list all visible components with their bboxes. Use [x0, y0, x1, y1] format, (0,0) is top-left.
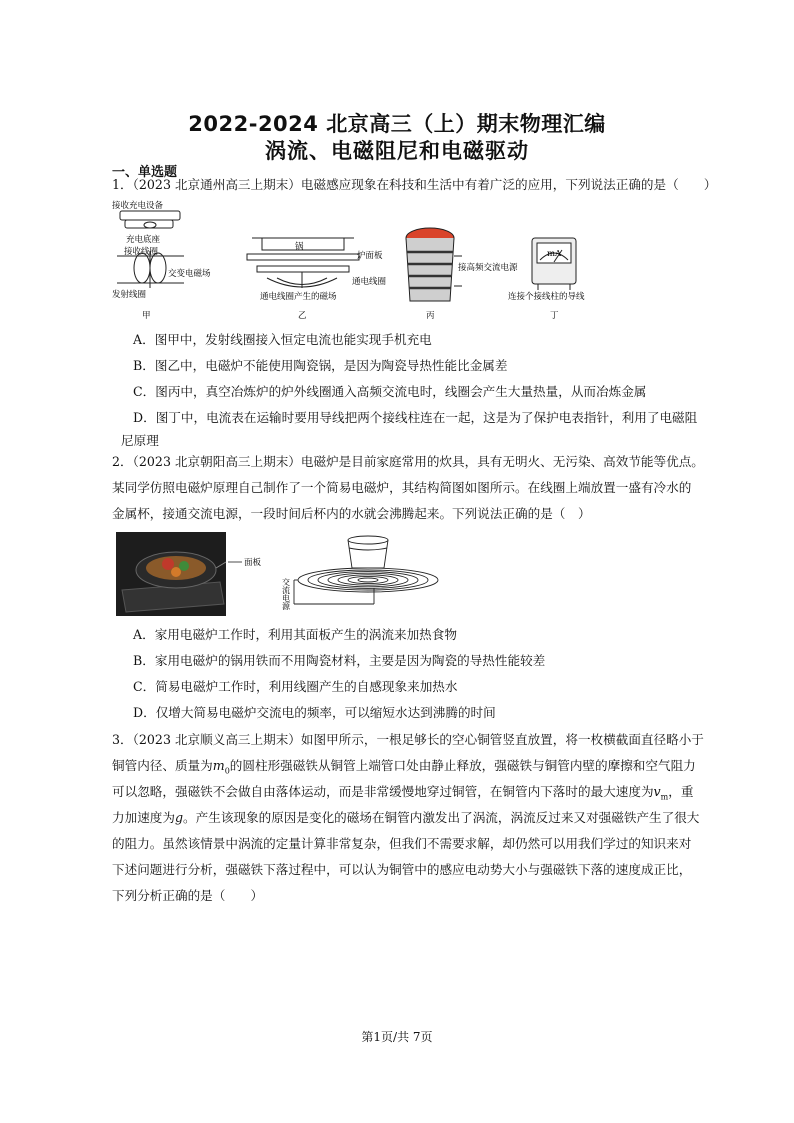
label-yi-panel: 炉面板: [357, 251, 383, 261]
q2-stem-line-1: 2．（2023 北京朝阳高三上期末）电磁炉是目前家庭常用的炊具，具有无明火、无污染、高效节能等优点。: [112, 454, 704, 469]
label-jia-recv-coil: 接收线圈: [124, 247, 159, 257]
label-panel: 面板: [244, 558, 262, 568]
q1-option-c: C．图丙中，真空冶炼炉的炉外线圈通入高频交流电时，线圈会产生大量热量，从而冶炼金属: [133, 384, 647, 399]
document-title: 2022-2024 北京高三（上）期末物理汇编: [188, 112, 606, 136]
caption-bing: 丙: [426, 311, 435, 321]
q3-line-6: 下述问题进行分析，强磁铁下落过程中，可以认为铜管中的感应电动势大小与强磁铁下落的速度成正比，: [112, 862, 692, 877]
q3-line-1: 3．（2023 北京顺义高三上期末）如图甲所示，一根足够长的空心铜管竖直放置，将一枚横截面直径略小于: [112, 732, 704, 747]
q2-stem-line-3: 金属杯，接通交流电源，一段时间后杯内的水就会沸腾起来。下列说法正确的是（ ）: [112, 506, 591, 521]
label-yi-pot: 锅: [295, 242, 304, 252]
q1-option-b: B．图乙中，电磁炉不能使用陶瓷锅，是因为陶瓷导热性能比金属差: [133, 358, 508, 373]
q2-option-b: B．家用电磁炉的锅用铁而不用陶瓷材料，主要是因为陶瓷的导热性能较差: [133, 653, 546, 668]
label-jia-field: 交变电磁场: [168, 269, 211, 279]
section-heading: 一、单选题: [112, 165, 178, 180]
label-ac-source: 交流电源: [281, 578, 291, 610]
q1-figure: [112, 196, 632, 321]
label-jia-device: 接收充电设备: [112, 201, 164, 211]
q2-stem-line-2: 某同学仿照电磁炉原理自己制作了一个简易电磁炉，其结构简图如图所示。在线圈上端放置一盛有冷水的: [112, 480, 692, 495]
caption-yi: 乙: [298, 311, 307, 321]
caption-ding: 丁: [550, 311, 559, 321]
q1-option-d-continued: 尼原理: [121, 433, 159, 448]
figure-ding: [532, 238, 576, 290]
q3-line-4: 力加速度为g。产生该现象的原因是变化的磁场在铜管内激发出了涡流，涡流反过来又对强磁铁产生了很大: [112, 810, 700, 825]
label-bing-source: 接高频交流电源: [458, 263, 518, 273]
label-jia-base: 充电底座: [126, 235, 161, 245]
q3-line-7: 下列分析正确的是（ ）: [112, 888, 264, 903]
q3-line-5: 的阻力。虽然该情景中涡流的定量计算非常复杂，但我们不需要求解，却仍然可以用我们学过的知识来对: [112, 836, 692, 851]
q1-option-d: D．图丁中，电流表在运输时要用导线把两个接线柱连在一起，这是为了保护电表指针，利用了电磁阻: [133, 410, 698, 425]
simple-cooker-diagram: [294, 536, 438, 604]
q2-option-c: C．简易电磁炉工作时，利用线圈产生的自感现象来加热水: [133, 679, 458, 694]
label-yi-coil: 通电线圈: [352, 277, 387, 287]
caption-jia: 甲: [142, 311, 151, 321]
label-yi-field: 通电线圈产生的磁场: [260, 292, 337, 302]
figure-bing: [406, 228, 462, 301]
q1-stem: 1．（2023 北京通州高三上期末）电磁感应现象在科技和生活中有着广泛的应用，下列说法正确的是（ ）: [112, 177, 717, 192]
q3-line-2: 铜管内径、质量为$m_0$的圆柱形强磁铁从铜管上端管口处由静止释放，强磁铁与铜管内壁的摩擦和空气阻力: [112, 758, 696, 776]
label-jia-emit-coil: 发射线圈: [112, 290, 147, 300]
q2-option-d: D．仅增大简易电磁炉交流电的频率，可以缩短水达到沸腾的时间: [133, 705, 496, 720]
q2-option-a: A．家用电磁炉工作时，利用其面板产生的涡流来加热食物: [133, 627, 457, 642]
q3-line-3: 可以忽略，强磁铁不会做自由落体运动，而是非常缓慢地穿过铜管，在铜管内下落时的最大速度为$v_m$，重: [112, 784, 694, 802]
label-ding-wire: 连接个接线柱的导线: [508, 292, 585, 302]
q2-figure: [116, 532, 446, 622]
q1-option-a: A．图甲中，发射线圈接入恒定电流也能实现手机充电: [133, 332, 432, 347]
page-footer: 第1页/共 7页: [361, 1030, 433, 1044]
document-subtitle: 涡流、电磁阻尼和电磁驱动: [265, 139, 529, 163]
label-ding-meter: mA: [547, 249, 562, 259]
